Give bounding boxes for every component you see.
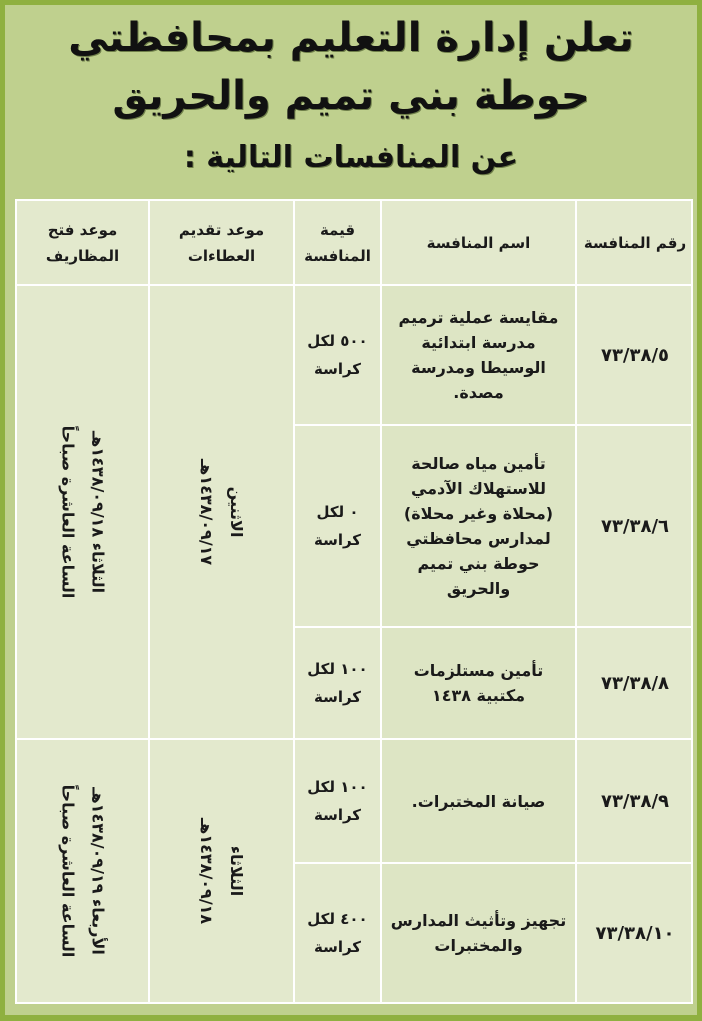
envelope-opening-cell: الأربعاء ١٤٣٨/٠٩/١٩هـ الساعة العاشرة صباحاً — [17, 740, 150, 1002]
tender-number-cell: ٧٣/٣٨/٥ — [577, 286, 693, 426]
header-tender-number: رقم المنافسة — [577, 201, 693, 286]
tender-price-cell: ٥٠٠ لكل كراسة — [295, 286, 382, 426]
tender-name-cell: مقايسة عملية ترميم مدرسة ابتدائية الوسيطا ومدرسة مصدة. — [382, 286, 577, 426]
header-envelope-opening: موعد فتح المظاريف — [17, 201, 150, 286]
tender-number-cell: ٧٣/٣٨/٨ — [577, 628, 693, 740]
envelope-opening-cell: الثلاثاء ١٤٣٨/٠٩/١٨هـ الساعة العاشرة صباحاً — [17, 286, 150, 740]
header-tender-value: قيمة المنافسة — [295, 201, 382, 286]
announcement-title-line1: تعلن إدارة التعليم بمحافظتي — [68, 15, 634, 61]
tender-price-cell: ١٠٠ لكل كراسة — [295, 628, 382, 740]
header-submission-date: موعد تقديم العطاءات — [150, 201, 295, 286]
tender-price-cell: ٠ لكل كراسة — [295, 426, 382, 628]
header-tender-name: اسم المنافسة — [382, 201, 577, 286]
submission-date-cell: الاثنين ١٤٣٨/٠٩/١٧هـ — [150, 286, 295, 740]
tenders-table — [15, 199, 693, 1004]
tender-number-cell: ٧٣/٣٨/٦ — [577, 426, 693, 628]
tender-name-cell: صيانة المختبرات. — [382, 740, 577, 864]
tender-price-cell: ١٠٠ لكل كراسة — [295, 740, 382, 864]
tender-number-cell: ٧٣/٣٨/٩ — [577, 740, 693, 864]
submission-date-cell: الثلاثاء ١٤٣٨/٠٩/١٨هـ — [150, 740, 295, 1002]
tender-name-cell: تجهيز وتأثيث المدارس والمختبرات — [382, 864, 577, 1002]
tender-number-cell: ٧٣/٣٨/١٠ — [595, 922, 675, 944]
tender-price-cell: ٤٠٠ لكل كراسة — [295, 864, 382, 1002]
announcement-title-line2: حوطة بني تميم والحريق — [112, 73, 590, 119]
tender-name-cell: تأمين مياه صالحة للاستهلاك الآدمي (محلاة وغير محلاة) لمدارس محافظتي حوطة بني تميم والحريق — [382, 426, 577, 628]
announcement-subtitle: عن المنافسات التالية : — [183, 140, 519, 175]
tender-name-cell: تأمين مستلزمات مكتبية ١٤٣٨ — [382, 628, 577, 740]
